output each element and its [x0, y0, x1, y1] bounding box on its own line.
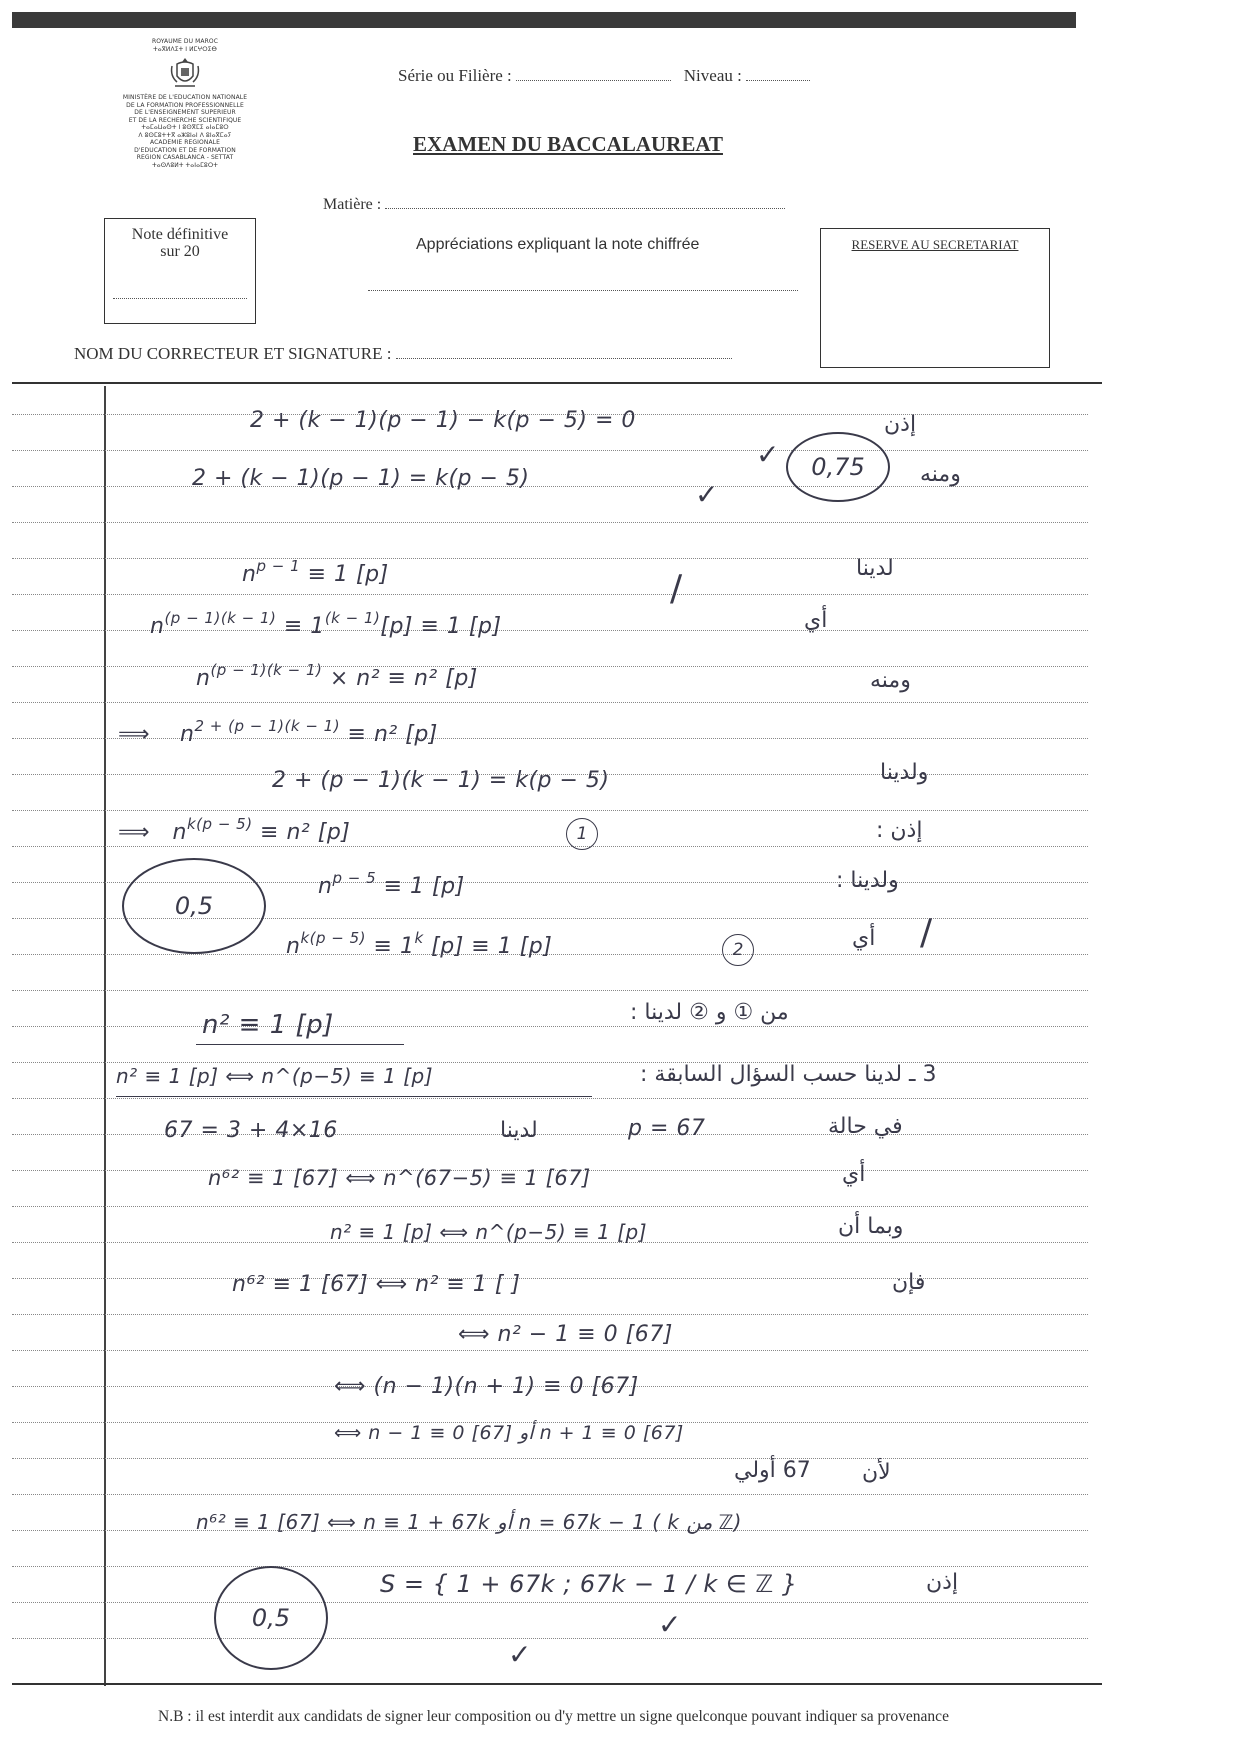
hw-line-1: 2 + (k − 1)(p − 1) − k(p − 5) = 0: [250, 408, 636, 433]
result-underline: [116, 1096, 592, 1097]
margin-line: [104, 386, 106, 1686]
arabic-word: في حالة: [828, 1114, 903, 1139]
arabic-word: إذن :: [876, 818, 923, 843]
arabic-word: من ① و ② لدينا :: [630, 1000, 789, 1025]
note-field[interactable]: [113, 298, 247, 299]
ministry-line: D'EDUCATION ET DE FORMATION: [134, 146, 236, 154]
kingdom-tifinagh: ⵜⴰⴳⵍⴷⵉⵜ ⵏ ⵍⵎⵖⵔⵉⴱ: [153, 45, 217, 53]
note-label: Note définitive: [131, 226, 229, 243]
ministry-line: REGION CASABLANCA - SETTAT: [136, 154, 234, 161]
hw-line-3: $n^{p - 1} \equiv 1$ [p]: [242, 557, 389, 587]
hw-line-4: $n^{(p - 1)(k - 1)} \equiv 1^{(k - 1)}[p] \equiv 1$ [p]: [150, 609, 502, 639]
appreciations-field[interactable]: [368, 290, 798, 291]
kingdom-label: ROYAUME DU MAROC: [151, 38, 218, 45]
arabic-word: ومنه: [870, 668, 911, 693]
arabic-word: ولدينا :: [836, 868, 899, 893]
hw-line-16: n⁶² ≡ 1 [67] ⟺ n² ≡ 1 [ ]: [232, 1272, 521, 1297]
arabic-word: وبما أن: [838, 1214, 904, 1239]
partial-grade-circle: 0,75: [786, 432, 890, 502]
appreciations-label: Appréciations expliquant la note chiffrée: [416, 236, 700, 253]
matiere-row: [323, 196, 785, 214]
hw-line-22: S = { 1 + 67k ; 67k − 1 / k ∈ ℤ }: [380, 1570, 798, 1598]
hw-line-6: ⟹ $n^{2 + (p - 1)(k - 1)} \equiv n^2$ [p]: [118, 717, 438, 747]
answer-sheet-bottom-border: [12, 1683, 1102, 1685]
niveau-label: Niveau :: [683, 66, 742, 85]
hw-line-11: n² ≡ 1 [p]: [202, 1010, 334, 1040]
arabic-word: لدينا: [500, 1118, 538, 1143]
ministry-line: ⴷ ⵓⵙⵎⵓⵜⵜⴳ ⴰⵣⵓⵏⴰⵏ ⴷ ⵓⵏⴰⴳⵎⴰⵢ: [138, 131, 232, 139]
ministry-line: ET DE LA RECHERCHE SCIENTIFIQUE: [128, 116, 242, 124]
corrector-field[interactable]: [396, 358, 732, 359]
slash-mark-icon: /: [920, 912, 933, 953]
hw-line-10: $n^{k(p - 5)} \equiv 1^k$ [p] ≡ 1 [p]: [286, 929, 553, 959]
corrector-row: [74, 344, 732, 364]
ministry-line: DE L'ENSEIGNEMENT SUPERIEUR: [134, 109, 236, 116]
arabic-word: إذن: [884, 412, 917, 437]
arabic-word: 3 ـ لدينا حسب السؤال السابقة :: [640, 1062, 937, 1087]
arabic-word: فإن: [892, 1270, 926, 1295]
check-mark-icon: ✓: [756, 438, 780, 471]
ministry-line: ⵜⴰⵎⴰⵡⴰⵙⵜ ⵏ ⵓⵙⴳⵎⵉ ⴰⵏⴰⵎⵓⵔ: [141, 124, 229, 131]
equation-ref-circle: 1: [566, 818, 598, 850]
hw-line-14: n⁶² ≡ 1 [67] ⟺ n^(67−5) ≡ 1 [67]: [208, 1166, 591, 1190]
hw-line-12: n² ≡ 1 [p] ⟺ n^(p−5) ≡ 1 [p]: [116, 1064, 434, 1088]
equation-ref-circle: 2: [722, 934, 754, 966]
ministry-header: [100, 38, 270, 169]
answer-sheet-top-border: [12, 382, 1102, 384]
exam-title: EXAMEN DU BACCALAUREAT: [413, 132, 723, 156]
matiere-field[interactable]: [385, 208, 785, 209]
arabic-word: 67 أولي: [734, 1458, 811, 1483]
secretariat-label: RESERVE AU SECRETARIAT: [851, 237, 1019, 252]
result-underline: [196, 1044, 404, 1045]
hw-line-13b: p = 67: [628, 1116, 706, 1141]
arabic-word: أي: [842, 1162, 866, 1187]
slash-mark-icon: /: [670, 568, 683, 609]
hw-line-19: ⟺ n − 1 ≡ 0 [67] أو n + 1 ≡ 0 [67]: [334, 1422, 684, 1444]
hw-line-5: $n^{(p - 1)(k - 1)} \times n^2 \equiv n^2$ [p]: [196, 661, 478, 691]
arabic-word: لدينا: [856, 556, 894, 581]
matiere-label: Matière :: [323, 196, 382, 213]
partial-grade-circle: 0,5: [214, 1566, 328, 1670]
ministry-line: DE LA FORMATION PROFESSIONNELLE: [126, 101, 244, 109]
hw-line-15: n² ≡ 1 [p] ⟺ n^(p−5) ≡ 1 [p]: [330, 1220, 648, 1244]
hw-line-18: ⟺ (n − 1)(n + 1) ≡ 0 [67]: [334, 1374, 639, 1399]
arabic-word: إذن: [926, 1570, 959, 1595]
arabic-word: أي: [804, 608, 828, 633]
check-mark-icon: ✓: [508, 1638, 532, 1671]
ministry-line: ⵜⴰⵙⴷⵓⵍⵜ ⵜⴰⵏⴰⵎⵓⵔⵜ: [152, 161, 218, 169]
partial-grade-circle: 0,5: [122, 858, 266, 954]
hw-line-13: 67 = 3 + 4×16: [164, 1118, 338, 1143]
hw-line-8: ⟹ $n^{k(p - 5)} \equiv n^2$ [p]: [118, 815, 351, 845]
note-sub-label: sur 20: [160, 243, 200, 260]
hw-line-7: 2 + (p − 1)(k − 1) = k(p − 5): [272, 768, 610, 793]
arabic-word: ومنه: [920, 462, 961, 487]
ministry-line: MINISTÈRE DE L'EDUCATION NATIONALE: [122, 94, 248, 101]
ministry-line: ACADEMIE REGIONALE: [150, 139, 220, 146]
hw-line-9: $n^{p - 5} \equiv 1$ [p]: [318, 869, 465, 899]
secretariat-box: [820, 228, 1050, 368]
check-mark-icon: ✓: [695, 478, 719, 511]
serie-niveau-row: [398, 66, 810, 86]
royal-emblem-icon: [169, 56, 201, 90]
final-grade-box: [104, 218, 256, 324]
corrector-label: NOM DU CORRECTEUR ET SIGNATURE :: [74, 344, 392, 363]
arabic-word: أي: [852, 926, 876, 951]
hw-line-21: n⁶² ≡ 1 [67] ⟺ n ≡ 1 + 67k أو n = 67k − 1 ( k من ℤ): [196, 1510, 742, 1534]
footer-notice: N.B : il est interdit aux candidats de signer leur composition ou d'y mettre un signe quelconque pouvant indiquer sa provenance: [158, 1708, 949, 1725]
scan-top-bar: [12, 12, 1076, 28]
arabic-word: ولدينا: [880, 760, 929, 785]
hw-line-17: ⟺ n² − 1 ≡ 0 [67]: [458, 1322, 673, 1347]
hw-line-2: 2 + (k − 1)(p − 1) = k(p − 5): [192, 466, 530, 491]
check-mark-icon: ✓: [658, 1608, 682, 1641]
serie-label: Série ou Filière :: [398, 66, 512, 85]
serie-field[interactable]: [516, 80, 671, 81]
niveau-field[interactable]: [746, 80, 810, 81]
arabic-word: لأن: [862, 1460, 891, 1485]
